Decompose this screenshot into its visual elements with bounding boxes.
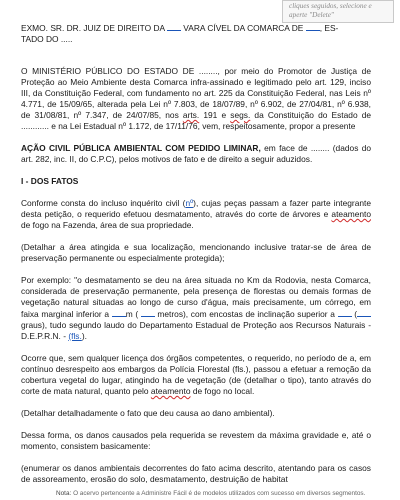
ateamento-word-2: ateamento (150, 386, 191, 396)
ocorre-paragraph (21, 353, 371, 397)
footer-label: Nota: (56, 490, 72, 497)
ocorre-text-b: de fogo no local. (192, 386, 255, 396)
blank-metros-field[interactable] (112, 308, 126, 317)
header-part-2: VARA CÍVEL DA COMARCA DE (183, 23, 304, 33)
conforme-paragraph (21, 198, 371, 231)
intro-paragraph (21, 66, 371, 132)
inquerito-number-field[interactable]: nº (185, 198, 194, 208)
enumerar-paragraph: (enumerar os danos ambientais decorrentes do fato acima descrito, atentando para os casos de assoreamento, erosão do solo, desmatamento, destruição de habitat (21, 463, 371, 484)
arts-word: arts. (182, 110, 200, 120)
action-title: AÇÃO CIVIL PÚBLICA AMBIENTAL COM PEDIDO LIMINAR, (21, 143, 261, 153)
blank-graus-field[interactable] (357, 308, 371, 317)
exemplo-paragraph (21, 275, 371, 342)
intro-text-c: da Constituição do Estado de ............ e na Lei Estadual nº 1.172, de 17/11/76, vem, respeitosamente, propor a presente (21, 110, 372, 131)
exemplo-m1: m ( (125, 309, 139, 319)
header-part-3: , ES- (319, 23, 339, 33)
petition-document (21, 22, 371, 496)
action-rest: em face de ........ (dados do art. 282, inc. II, do C.P.C), pelos motivos de fato e de direito a seguir aduzidos. (21, 143, 372, 164)
address-header (21, 22, 371, 45)
detalhar-area-paragraph: (Detalhar a área atingida e sua localização, mencionando inclusive tratar-se de área de preservação permanente ou especialmente protegida); (21, 242, 371, 263)
exemplo-g1: ( (354, 309, 357, 319)
delete-hint-tooltip (282, 0, 394, 23)
footer-text: O acervo pertencente a Administre Fácil é de modelos utilizados com sucesso em diversos segmentos. (73, 490, 366, 497)
conforme-text-c: de fogo na Fazenda, área de sua propriedade. (21, 220, 194, 230)
footer-note (0, 487, 400, 500)
exemplo-end: ). (81, 331, 87, 341)
segs-word: segs. (230, 110, 251, 120)
fls-reference-field[interactable]: (fls. (68, 331, 82, 341)
ocorre-text-a: Ocorre que, sem qualquer licença dos órgãos competentes, o requerido, no período de a, em contínuo desrespeito aos embargos da Polícia Florestal (fls.), passou a efetuar a remoção da cobertura vegetal do lugar, atingindo ha de vegetação (de (detalhar o tipo), tanto através do corte de mata natural, quanto pelo (21, 353, 371, 396)
header-part-4: TADO DO ..... (21, 34, 73, 44)
ateamento-word: ateamento (331, 209, 371, 219)
blank-inclinacao-field[interactable] (338, 308, 352, 317)
exemplo-m2: metros), com encostas de inclinação superior a (157, 309, 335, 319)
exemplo-text-a: Por exemplo: "o desmatamento se deu na área situada no Km da Rodovia, nesta Comarca, considerada de preservação permanente, pela presença de florestas ou demais formas de vegetação natural situadas ao longo de curso d'água, mais precisamente, um córrego, em faixa marginal inferior a (21, 275, 371, 319)
intro-text-b: 191 e (203, 110, 227, 120)
dessa-forma-paragraph: Dessa forma, os danos causados pela requerida se revestem da máxima gravidade e, até o momento, consistem basicamente: (21, 430, 371, 451)
blank-comarca-field[interactable] (306, 22, 320, 31)
intro-text-a: O MINISTÉRIO PÚBLICO DO ESTADO DE ........, por meio do Promotor de Justiça de Proteção ao Meio Ambiente desta Comarca infra-assinado e legitimado pelo art. 129, inciso III, da Constituição Federal, com fundamento no art. 225 da Constituição Federal, nas Leis nº 4.771, de 15/09/65, alterada pela Lei nº 7.803, de 18/07/89, nº 6.902, de 27/04/81, nº 6.938, de 31/08/81, nº 7.347, de 24/07/85, nos (21, 66, 371, 120)
blank-vara-field[interactable] (167, 22, 181, 31)
conforme-text-a: Conforme consta do incluso inquérito civil ( (21, 198, 186, 208)
exemplo-g2: graus), tudo segundo laudo do Departamento Estadual de Proteção aos Recursos Naturais - D.E.P.R.N. - (21, 320, 371, 341)
detalhar-fato-paragraph: (Detalhar detalhadamente o fato que deu causa ao dano ambiental). (21, 408, 275, 418)
header-part-1: EXMO. SR. DR. JUIZ DE DIREITO DA (21, 23, 165, 33)
blank-metros-ext-field[interactable] (141, 308, 155, 317)
tooltip-text: cliques seguidos, selecione e aperte "Delete" (289, 2, 372, 19)
conforme-text-b: ), cujas peças passam a fazer parte integrante desta petição, o requerido efetuou desmatamento, através do corte de árvores e (21, 198, 371, 219)
action-paragraph (21, 143, 371, 165)
section-heading-fatos: I - DOS FATOS (21, 176, 79, 186)
